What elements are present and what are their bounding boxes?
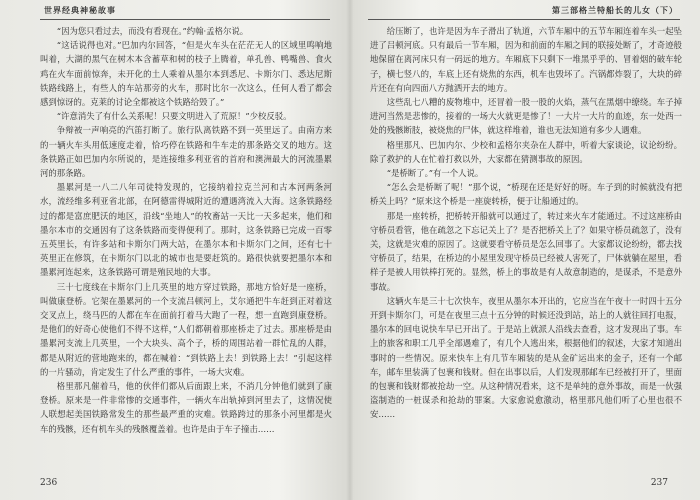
paragraph: 墨累河是一八二八年司徒特发现的，它接纳着拉克兰河和古本河两条河水，流经维多利亚省北部，在阿德雷得城附近的遭遇湾流入大海。这条铁路经过的都是富庶肥沃的地区，沿线“坐地人”的牧畜站一天比一天多起来，他们和墨尔本市的交通因有了这条铁路而变得便利了。那时，这条铁路已完成一百零五英里长，有许多站和卡斯尔门两大站，在墨尔本和卡斯尔门之间，还有七十英里正在修筑，在卡斯尔门以北的城市也是要赶筑的。路很快就要把墨尔本和墨累河连起来，这条铁路可谓是殖民地的大事。 — [40, 182, 332, 278]
paragraph: 格里那凡、巴加内尔、少校和孟格尔夹杂在人群中，听着大家谈论，议论纷纷。除了救护的人在忙着打救以外，大家都在猜测事故的原因。 — [370, 139, 682, 164]
paragraph: 那是一座转桥，把桥转开船就可以通过了，转过来火车才能通过。不过这座桥由守桥员看管，他在疏忽之下忘记关上了？是否把桥关上了？如果守桥员疏忽了，没有关，这就是灾难的原因了。这就要看守桥员是怎么回事了。大家都议论纷纷，都去找守桥员了，结果，在桥边的小屋里发现守桥员已经被人害死了，尸体就躺在屋里，看样子是被人用铁棒打死的。显然，桥上的事故是有人故意制造的，是谋杀，不是意外事故。 — [370, 210, 682, 292]
left-page — [0, 0, 344, 500]
page-body — [370, 24, 682, 422]
paragraph: 这辆火车是三十七次快车，夜里从墨尔本开出的，它应当在午夜十一时四十五分开到卡斯尔门，可是在夜里三点十五分钟的时候还没到站，站上的人就往回打电报，墨尔本的回电说快车早已开出了。于是站上就派人沿线去查看，这才发现出了事。车上的旅客和职工几乎全部遇难了，有几个人逃出来，根据他们的叙述，大家才知道出事时的一些情况。原来快车上有几节车厢装的是从金矿运出来的金子，还有一个邮车，邮车里装满了包裹和钱财。但在出事以后，人们发现那邮车已经被打开了，里面的包裹和钱财都被抢劫一空。从这种情况看来，这不是单纯的意外事故，而是一伙强盗制造的一桩谋杀和抢劫的罪案。大家愈说愈激动，格里那凡他们听了心里也很不安…… — [370, 295, 682, 420]
paragraph: 这些乱七八糟的废物堆中，还冒着一股一股的火焰，蒸气在黑烟中缭绕。车子掉进河当然是悲惨的，接着的一场大火就更是惨了！一大片一大片的血迹，东一处西一处的残骸断肢，被烧焦的尸体，就这样堆着，谁也无法知道有多少人遇难。 — [370, 97, 682, 136]
running-head: 第三部格兰特船长的儿女（下） — [552, 5, 678, 15]
running-head: 世界经典神秘故事 — [44, 5, 116, 15]
paragraph: 格里那凡催着马，他的伙伴们都从后面跟上来，不消几分钟他们就到了康登桥。原来是一件非常惨的交通事件，一辆火车出轨掉到河里去了，这情况使人联想起美国铁路常发生的那些最严重的灾难。铁路跨过的那条小河里都是火车的残骸，还有机车头的残骸覆盖着。也许是由于车子撞击…… — [40, 381, 332, 434]
paragraph: “许意消失了有什么关系呢！只要文明进入了荒原！”少校反驳。 — [56, 111, 292, 122]
paragraph: 三十七度线在卡斯尔门上几英里的地方穿过铁路，那地方恰好是一座桥，叫做康登桥。它架在墨累河的一个支流吕顿河上，艾尔通把牛车赶到正对着这交叉点上，绕马匹的人都在车在面前打着马大跑了一程，想一直跑到康登桥。是他们的好奇心使他们不得不这样，”人们都朝着那座桥走了过去。那座桥是由墨累河支流上几英里，一个大块头、高个子，桥的周围站着一群忙乱的人群，都是从附近的营地跑来的，都在喊着：“到铁路上去！到铁路上去！”引起这样的一片骚动，肯定发生了什么严重的事件，一场大灾难。 — [40, 281, 332, 377]
paragraph: 给压断了，也许是因为车子滑出了轨道，六节车厢中的五节车厢连着车头一起坠进了吕顿河底。只有最后一节车厢，因为和前面的车厢之间的联接处断了，才奇迹般地保留在离河床只有一码远的地方。车厢底下只剩下一堆黑乎乎的、冒着烟的破车轮子，横七竖八的，车底上还有烧焦的东西，机车也毁坏了。汽锅都炸裂了，大块的碎片还在有向四面八方抛洒开去的地方。 — [370, 26, 682, 93]
paragraph: “这话说得也对。”巴加内尔回答，“但是火车头在茫茫无人的区域里鸣响地叫着，大湖的黑气在树木本含蓄草和树的枝子上腾着，单孔兽、鸭嘴兽、食火鸡在火车面前惊奔，未开化的土人乘着从墨尔本到悉尼、卡斯尔门、悉达尼斯铁路线路上，有些人的车站那旁的火车，那时比尔一次这么，任何人看了都会感到惊讶的。克莱的讨论全都被这个铁路给毁了。” — [40, 40, 332, 108]
page-body — [40, 24, 332, 436]
paragraph: “是桥断了。”有一个人说。 — [386, 168, 484, 179]
paragraph: “怎么会是桥断了呢！”那个说，“桥现在还是好好的呀。车子到的时候就没有把桥关上吗？”原来这个桥是一座旋转桥，便于让船通过的。 — [370, 182, 682, 207]
paragraph: “因为您只看过去，而没有看现在。”约翰·孟格尔说。 — [56, 26, 249, 36]
page-number: 237 — [650, 478, 668, 488]
right-page — [356, 0, 700, 500]
page-number: 236 — [40, 478, 58, 488]
header-rule — [40, 19, 330, 20]
paragraph: 争辩被一声响亮的汽笛打断了。旅行队离铁路不到一英里远了。由南方来的一辆火车头用低速度走着，恰巧停在铁路和牛车走的那条路交叉的地方。这条铁路正如巴加内尔所说的，是连接维多利亚省的首府和澳洲最大的河流墨累河的那条路。 — [40, 125, 332, 179]
header-rule — [368, 19, 680, 20]
